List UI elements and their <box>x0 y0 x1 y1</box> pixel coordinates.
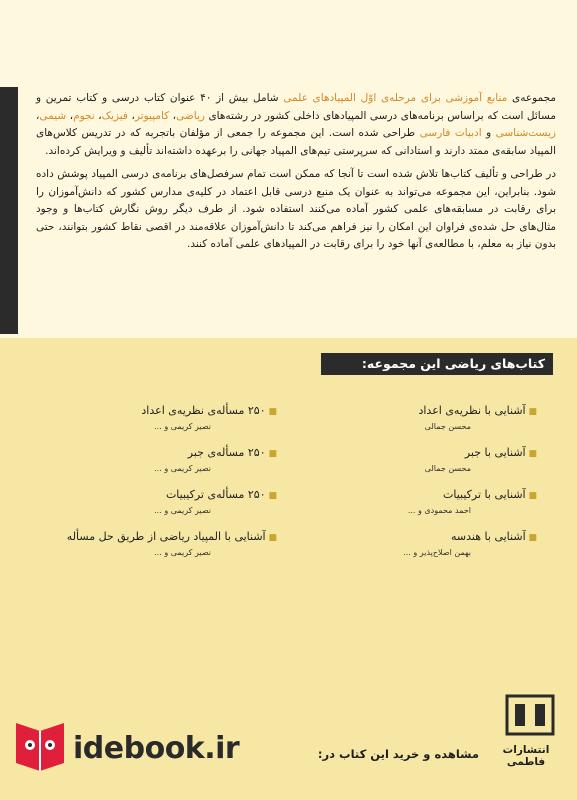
watermark-link[interactable]: idebook.ir <box>73 731 240 766</box>
intro-text <box>36 90 556 260</box>
subject-5: شیمی <box>39 109 67 122</box>
book-item <box>27 403 277 433</box>
book-title: ■ آشنایی با هندسه <box>297 529 537 546</box>
book-logo-icon <box>8 713 72 773</box>
book-item <box>297 487 537 517</box>
book-author: احمد محمودی و ... <box>407 506 471 515</box>
book-author: نصیر کریمی و ... <box>154 464 211 473</box>
book-item <box>297 529 537 559</box>
book-item <box>27 487 277 517</box>
book-item <box>27 445 277 475</box>
publisher-logo-icon <box>505 692 555 738</box>
subject-6: زیست‌شناسی <box>495 127 556 139</box>
subject-1: ریاضی <box>176 109 205 122</box>
books-heading: کتاب‌های ریاضی این مجموعه: <box>321 353 553 375</box>
book-title: ■ آشنایی با ترکیبیات <box>297 487 537 504</box>
book-title: ■ آشنایی با نظریه‌ی اعداد <box>297 403 537 420</box>
book-title: ■ ۲۵۰ مسأله‌ی ترکیبیات <box>27 487 277 504</box>
book-author: بهمن اصلاح‌پذیر و ... <box>403 548 471 557</box>
book-title: ■ ۲۵۰ مسأله‌ی جبر <box>27 445 277 462</box>
book-item <box>27 529 277 559</box>
buy-text: مشاهده و خرید این کتاب در: <box>317 747 479 761</box>
intro-paragraph-2: در طراحی و تألیف کتاب‌ها تلاش شده است تا آنجا که ممکن است تمام سرفصل‌های برنامه‌ی درسی المپیاد پوشش داده شود. بنابراین، این مجموعه می‌تواند به عنوان یک منبع درسی قابل اعتماد در کلیه‌ی مدارس کشور که دانش‌آموزان را برای رقابت در مسابقه‌های علمی کشور آماده می‌کنند استفاده شود. از طرف دیگر روش نگارش کتاب‌ها و وجود مثال‌های حل شده‌ی فراوان این امکان را نیز فراهم می‌کند تا دانش‌آموزان علاقه‌مند در اقصی نقاط کشور بتوانند، حتی بدون نیاز به معلم، با مطالعه‌ی آنها خود را برای رقابت در المپیادهای علمی آماده کنند. <box>36 168 556 250</box>
book-author: نصیر کریمی و ... <box>154 548 211 557</box>
book-title: ■ آشنایی با المپیاد ریاضی از طریق حل مسأله <box>27 529 277 546</box>
spine-bar <box>0 87 18 334</box>
book-author: محسن جمالی <box>424 464 471 473</box>
book-title: ■ آشنایی با جبر <box>297 445 537 462</box>
subject-2: کامپیوتر <box>134 109 170 122</box>
book-title: ■ ۲۵۰ مسأله‌ی نظریه‌ی اعداد <box>27 403 277 420</box>
publisher-name: انتشارات فاطمی <box>502 744 550 768</box>
book-item <box>297 403 537 433</box>
subject-3: فیزیک <box>101 109 128 122</box>
intro-paragraph-1: مجموعه‌ی منابع آموزشی برای مرحله‌ی اوّل المپیادهای علمی شامل بیش از ۴۰ عنوان کتاب درسی و کتاب تمرین و مسائل است که براساس برنامه‌های درسی المپیادهای داخلی کشور در رشته‌های ریاضی، کامپیوتر، فیزیک، نجوم، شیمی، زیست‌شناسی و ادبیات فارسی طراحی شده است. این مجموعه را جمعی از مؤلفان باتجربه که در تدریس کلاس‌های المپیاد سابقه‌ی ممتد دارند و استادانی که سرپرستی تیم‌های المپیاد جهانی را برعهده داشته‌اند تألیف و ویرایش کرده‌اند. <box>36 92 556 157</box>
books-column-right <box>297 403 537 571</box>
book-author: محسن جمالی <box>424 422 471 431</box>
series-name: منابع آموزشی برای مرحله‌ی اوّل المپیادهای علمی <box>283 92 508 104</box>
book-author: نصیر کریمی و ... <box>154 506 211 515</box>
book-item <box>297 445 537 475</box>
subject-7: ادبیات فارسی <box>419 127 482 139</box>
book-author: نصیر کریمی و ... <box>154 422 211 431</box>
books-column-left <box>27 403 277 571</box>
subject-4: نجوم <box>73 109 95 122</box>
